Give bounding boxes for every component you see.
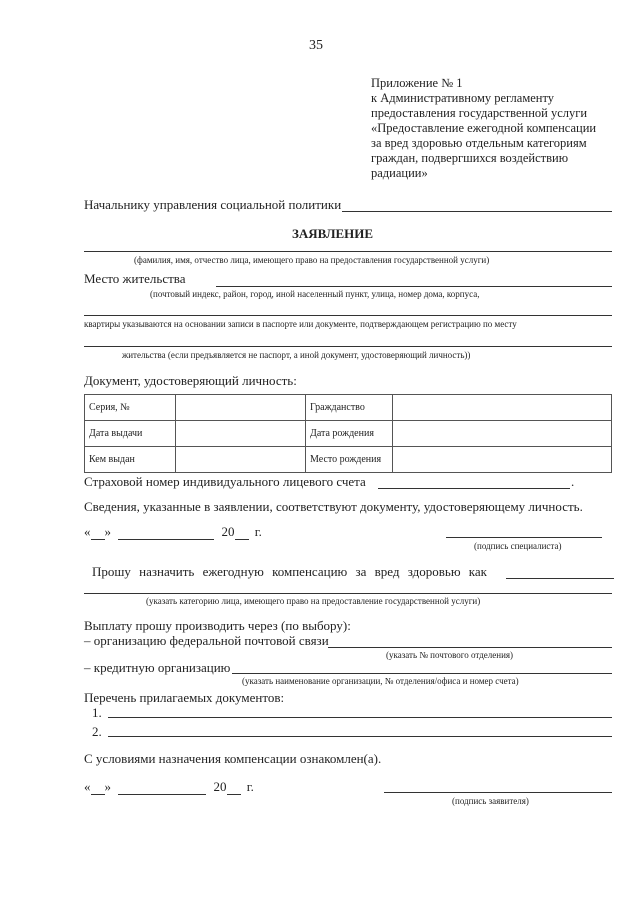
payment-heading: Выплату прошу производить через (по выбору): [84,618,351,633]
issued-by-field[interactable] [176,447,306,473]
applicant-signature-field[interactable] [384,792,612,793]
category-field[interactable] [84,593,612,594]
quote-close: » [104,779,111,794]
applicant-signature-hint: (подпись заявителя) [452,796,529,806]
attachment-field-2[interactable] [108,736,612,737]
year-suffix: г. [246,779,254,794]
day-field[interactable] [91,539,105,540]
year-suffix: г. [254,524,262,539]
month-field[interactable] [118,794,206,795]
day-field[interactable] [91,794,105,795]
addressee-label: Начальнику управления социальной политики [84,197,342,212]
request-hint: (указать категорию лица, имеющего право на предоставление государственной услуги) [146,596,481,606]
date-row-2 [84,779,254,795]
residence-label: Место жительства [84,271,186,286]
appendix-line: за вред здоровью отдельным категориям [371,136,587,150]
addressee-field[interactable] [342,211,612,212]
citizenship-field[interactable] [393,395,612,421]
terms-text: С условиями назначения компенсации ознакомлен(а). [84,751,382,766]
residence-hint-3: жительства (если предъявляется не паспорт, а иной документ, удостоверяющий личность)) [122,350,471,360]
id-doc-heading: Документ, удостоверяющий личность: [84,373,297,388]
appendix-line: граждан, подвергшихся воздействию [371,151,569,165]
residence-field[interactable] [216,286,612,287]
payment-option-bank: – кредитную организацию [84,660,231,675]
appendix-block [371,76,596,181]
payment-option-post: – организацию федеральной почтовой связи [84,633,329,648]
request-field[interactable] [506,578,614,579]
table-label-cell: Кем выдан [85,447,176,473]
year-prefix: 20 [213,779,227,794]
snils-field[interactable] [378,488,570,489]
fio-field[interactable] [84,251,612,252]
birth-place-field[interactable] [393,447,612,473]
table-label-cell: Дата выдачи [85,421,176,447]
post-office-hint: (указать № почтового отделения) [386,650,514,660]
quote-open: « [84,524,91,539]
table-label-cell: Серия, № [85,395,176,421]
year-field[interactable] [227,794,241,795]
quote-open: « [84,779,91,794]
attachment-field-1[interactable] [108,717,612,718]
snils-label: Страховой номер индивидуального лицевого счета [84,474,366,489]
confirm-text: Сведения, указанные в заявлении, соответствуют документу, удостоверяющему личность. [84,499,583,514]
table-label-cell: Дата рождения [306,421,393,447]
issue-date-field[interactable] [176,421,306,447]
attachment-number: 2. [92,724,102,739]
series-number-field[interactable] [176,395,306,421]
request-text: Прошу назначить ежегодную компенсацию за вред здоровью как [92,564,487,579]
residence-field-2[interactable] [84,315,612,316]
month-field[interactable] [118,539,214,540]
appendix-line: предоставления государственной услуги [371,106,588,120]
appendix-line: Приложение № 1 [371,76,463,90]
table-row [85,447,612,473]
year-prefix: 20 [221,524,235,539]
quote-close: » [104,524,111,539]
specialist-signature-hint: (подпись специалиста) [474,541,562,551]
table-label-cell: Место рождения [306,447,393,473]
snils-end: . [571,474,575,489]
post-office-field[interactable] [328,647,612,648]
specialist-signature-field[interactable] [446,537,602,538]
table-row [85,421,612,447]
attachment-number: 1. [92,705,102,720]
date-row-1 [84,524,262,540]
page-number: 35 [309,38,323,53]
bank-hint: (указать наименование организации, № отделения/офиса и номер счета) [242,676,519,686]
appendix-line: к Административному регламенту [371,91,555,105]
attachments-heading: Перечень прилагаемых документов: [84,690,285,705]
table-row [85,395,612,421]
bank-field[interactable] [232,673,612,674]
table-label-cell: Гражданство [306,395,393,421]
id-doc-table [84,394,612,473]
year-field[interactable] [235,539,249,540]
residence-hint-1: (почтовый индекс, район, город, иной населенный пункт, улица, номер дома, корпуса, [150,289,480,299]
birth-date-field[interactable] [393,421,612,447]
appendix-line: «Предоставление ежегодной компенсации [371,121,597,135]
document-title: ЗАЯВЛЕНИЕ [292,226,374,241]
fio-hint: (фамилия, имя, отчество лица, имеющего право на предоставления государственной услуги) [134,255,490,265]
residence-hint-2: квартиры указываются на основании записи в паспорте или документе, подтверждающем регистрацию по месту [84,319,517,329]
residence-field-3[interactable] [84,346,612,347]
appendix-line: радиации» [371,166,428,180]
